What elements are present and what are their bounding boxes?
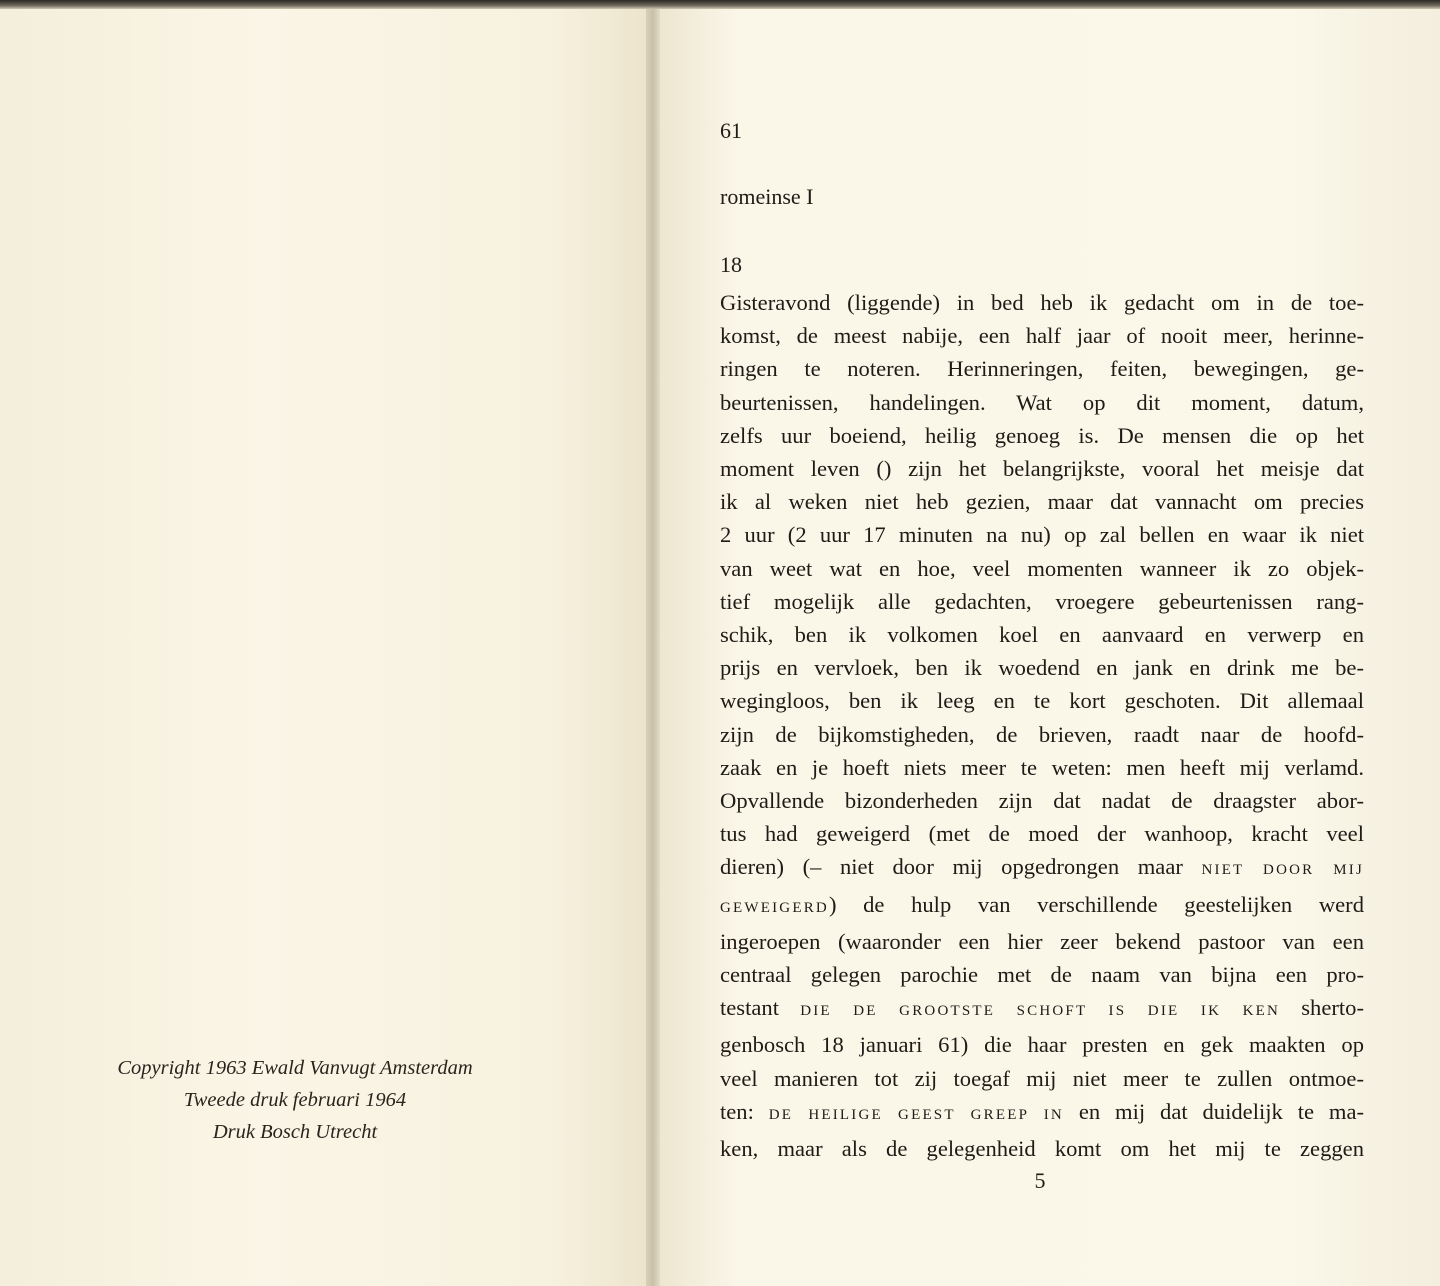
- body-line: [720, 419, 1364, 452]
- body-line: [720, 1132, 1364, 1165]
- body-text-run: dieren) (– niet door mij opgedrongen maar: [720, 854, 1202, 880]
- body-line: [720, 518, 1364, 551]
- body-text: [720, 286, 1364, 1165]
- body-text-run: 2 uur (2 uur 17 minuten na nu) op zal bellen en waar ik niet: [720, 522, 1364, 548]
- body-line: [720, 751, 1364, 784]
- body-line: [720, 888, 1364, 925]
- body-line: [720, 1028, 1364, 1061]
- body-text-run: centraal gelegen parochie met de naam van bijna een pro-: [720, 962, 1364, 988]
- body-text-run: en mij dat duidelijk te ma-: [1063, 1098, 1365, 1124]
- body-line: [720, 684, 1364, 717]
- body-text-run: zijn de bijkomstigheden, de brieven, raadt naar de hoofd-: [720, 721, 1364, 747]
- body-text-run: beurtenissen, handelingen. Wat op dit moment, datum,: [720, 389, 1364, 415]
- body-text-run: ik al weken niet heb gezien, maar dat vannacht om precies: [720, 489, 1364, 515]
- body-line: [720, 1095, 1364, 1132]
- body-line: [720, 352, 1364, 385]
- running-head: 61: [720, 118, 742, 143]
- colophon-printer: Druk Bosch Utrecht: [212, 1121, 378, 1143]
- body-line: [720, 1062, 1364, 1095]
- body-line: [720, 319, 1364, 352]
- colophon: [90, 1052, 500, 1148]
- body-text-run: prijs en vervloek, ben ik woedend en jank en drink me be-: [720, 655, 1364, 681]
- body-line: [720, 386, 1364, 419]
- body-text-run: tief mogelijk alle gedachten, vroegere gebeurtenissen rang-: [720, 588, 1364, 614]
- body-line: [720, 718, 1364, 751]
- book-gutter: [646, 9, 660, 1286]
- body-text-run: zaak en je hoeft niets meer te weten: men heeft mij verlamd.: [720, 754, 1364, 780]
- body-line: [720, 286, 1364, 319]
- body-line: [720, 618, 1364, 651]
- body-text-run: ten:: [720, 1098, 769, 1124]
- body-text-run: shertо-: [1280, 995, 1365, 1021]
- body-text-run: ringen te noteren. Herinneringen, feiten, bewegingen, ge-: [720, 356, 1364, 382]
- body-line: [720, 485, 1364, 518]
- body-text-run: wegingloos, ben ik leeg en te kort geschoten. Dit allemaal: [720, 688, 1364, 714]
- body-text-run: van weet wat en hoe, veel momenten wanneer ik zo objek-: [720, 555, 1364, 581]
- section-number: 18: [720, 252, 742, 277]
- body-line: [720, 958, 1364, 991]
- body-line: [720, 552, 1364, 585]
- body-text-run: ken, maar als de gelegenheid komt om het mij te zeggen: [720, 1136, 1364, 1162]
- small-caps-phrase: GEWEIGERD: [720, 899, 829, 916]
- body-line: [720, 991, 1364, 1028]
- body-line: [720, 651, 1364, 684]
- body-line: [720, 817, 1364, 850]
- body-text-run: testant: [720, 995, 801, 1021]
- body-text-run: schik, ben ik volkomen koel en aanvaard en verwerp en: [720, 622, 1364, 648]
- body-text-run: Gisteravond (liggende) in bed heb ik gedacht om in de toe-: [720, 290, 1364, 315]
- body-line: [720, 585, 1364, 618]
- body-text-run: veel manieren tot zij toegaf mij niet meer te zullen ontmoe-: [720, 1065, 1364, 1091]
- body-text-run: genbosch 18 januari 61) die haar presten en gek maakten op: [720, 1032, 1364, 1058]
- small-caps-phrase: DE HEILIGE GEEST GREEP IN: [768, 1106, 1064, 1123]
- page-number: 5: [1034, 1168, 1046, 1193]
- body-line: [720, 850, 1364, 887]
- body-text-run: ingeroepen (waaronder een hier zeer bekend pastoor van een: [720, 928, 1364, 954]
- body-line: [720, 925, 1364, 958]
- body-text-run: komst, de meest nabije, een half jaar of nooit meer, herinne-: [720, 323, 1364, 349]
- body-text-run: moment leven () zijn het belangrijkste, vooral het meisje dat: [720, 456, 1364, 482]
- small-caps-phrase: NIET DOOR MIJ: [1201, 862, 1365, 879]
- book-top-edge: [0, 0, 1440, 9]
- body-line: [720, 784, 1364, 817]
- body-text-run: Opvallende bizonderheden zijn dat nadat de draagster abor-: [720, 788, 1364, 814]
- body-line: [720, 452, 1364, 485]
- body-text-run: tus had geweigerd (met de moed der wanhoop, kracht veel: [720, 821, 1364, 847]
- small-caps-phrase: DIE DE GROOTSTE SCHOFT IS DIE IK KEN: [800, 1003, 1281, 1020]
- chapter-title: romeinse I: [720, 184, 814, 209]
- body-text-run: zelfs uur boeiend, heilig genoeg is. De mensen die op het: [720, 422, 1364, 448]
- body-text-run: ) de hulp van verschillende geestelijken werd: [828, 891, 1364, 917]
- colophon-edition: Tweede druk februari 1964: [183, 1089, 407, 1111]
- colophon-copyright: Copyright 1963 Ewald Vanvugt Amsterdam: [117, 1057, 473, 1079]
